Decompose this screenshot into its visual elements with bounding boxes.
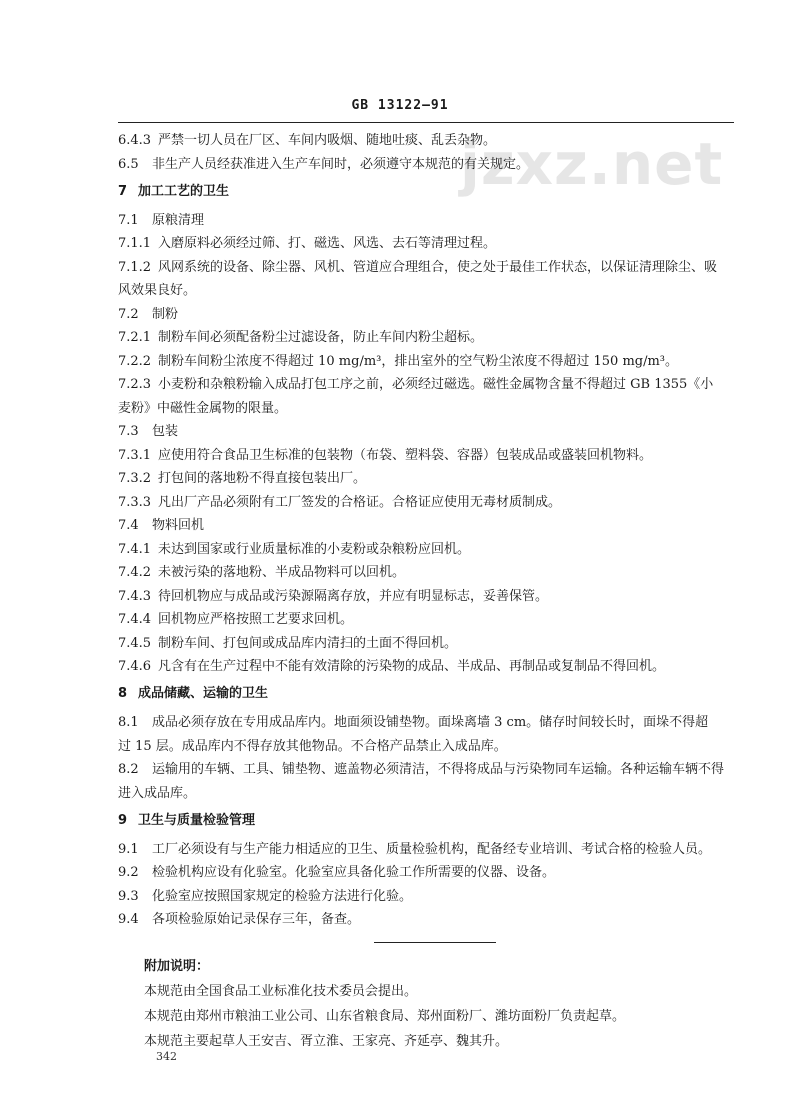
clause-text: 非生产人员经获准进入生产车间时，必须遵守本规范的有关规定。 bbox=[152, 156, 530, 172]
clause bbox=[118, 375, 734, 395]
clause-text: 未达到国家或行业质量标准的小麦粉或杂粮粉应回机。 bbox=[158, 541, 471, 557]
section-heading bbox=[118, 811, 734, 831]
clause-number: 7.4.4 bbox=[118, 612, 152, 627]
clause bbox=[118, 657, 734, 677]
clause bbox=[118, 234, 734, 254]
clause-continuation: 风效果良好。 bbox=[118, 283, 197, 298]
clause bbox=[118, 840, 734, 860]
clause-number: 7.3 bbox=[118, 424, 139, 439]
clause-number: 7.4 bbox=[118, 518, 139, 533]
clause bbox=[118, 211, 734, 231]
clause bbox=[118, 131, 734, 151]
clause-text: 检验机构应设有化验室。化验室应具备化验工作所需要的仪器、设备。 bbox=[152, 865, 556, 880]
clause-text: 运输用的车辆、工具、铺垫物、遮盖物必须清洁，不得将成品与污染物同车运输。各种运输车辆不得 bbox=[152, 762, 725, 777]
clause-number: 6.4.3 bbox=[118, 133, 152, 148]
clause-number: 7.1.1 bbox=[118, 236, 152, 251]
clause-number: 7.4.3 bbox=[118, 588, 152, 604]
clause-text: 风网系统的设备、除尘器、风机、管道应合理组合，使之处于最佳工作状态，以保证清理除尘、吸 bbox=[158, 259, 718, 275]
clause-number: 7.2.2 bbox=[118, 353, 152, 369]
clause-text: 各项检验原始记录保存三年，备查。 bbox=[152, 912, 361, 927]
page-number: 342 bbox=[156, 1050, 177, 1063]
clause bbox=[118, 469, 734, 489]
section-heading bbox=[118, 684, 734, 704]
clause-text: 物料回机 bbox=[152, 518, 205, 533]
clause-number: 7.2.1 bbox=[118, 330, 152, 345]
clause-text: 制粉车间必须配备粉尘过滤设备，防止车间内粉尘超标。 bbox=[158, 330, 484, 345]
clause-number: 6.5 bbox=[118, 156, 139, 172]
clause-number: 7.1 bbox=[118, 212, 139, 228]
clause bbox=[118, 422, 734, 442]
clause-number: 9.3 bbox=[118, 888, 139, 904]
section-heading bbox=[118, 182, 734, 202]
clause bbox=[118, 863, 734, 883]
clause bbox=[118, 760, 734, 780]
clause bbox=[118, 446, 734, 466]
clause-continuation: 麦粉》中磁性金属物的限量。 bbox=[118, 400, 288, 416]
header-rule bbox=[118, 122, 734, 123]
clause bbox=[118, 910, 734, 930]
clause-number: 7.2 bbox=[118, 306, 139, 322]
notes-line: 本规范由全国食品工业标准化技术委员会提出。 bbox=[144, 984, 418, 999]
clause bbox=[118, 610, 734, 630]
clause-continuation: 过 15 层。成品库内不得存放其他物品。不合格产品禁止入成品库。 bbox=[118, 738, 507, 754]
clause-text: 小麦粉和杂粮粉输入成品打包工序之前，必须经过磁选。磁性金属物含量不得超过 GB 1355《小 bbox=[158, 377, 714, 392]
clause-number: 7.3.3 bbox=[118, 494, 152, 510]
clause-text: 凡出厂产品必须附有工厂签发的合格证。合格证应使用无毒材质制成。 bbox=[158, 494, 562, 510]
clause-text: 打包间的落地粉不得直接包装出厂。 bbox=[158, 471, 367, 486]
clause bbox=[118, 887, 734, 907]
clause-number: 8.1 bbox=[118, 715, 139, 730]
clause-text: 入磨原料必须经过筛、打、磁选、风选、去石等清理过程。 bbox=[158, 236, 497, 251]
clause-text: 待回机物应与成品或污染源隔离存放，并应有明显标志，妥善保管。 bbox=[158, 588, 549, 604]
clause-text: 制粉 bbox=[152, 306, 179, 322]
clause-text: 回机物应严格按照工艺要求回机。 bbox=[158, 612, 354, 627]
clause-number: 9.1 bbox=[118, 841, 139, 857]
clause-number: 7.3.1 bbox=[118, 447, 152, 463]
additional-notes bbox=[144, 957, 734, 1052]
clause-number: 9 bbox=[118, 812, 128, 828]
clause bbox=[118, 713, 734, 733]
clause bbox=[118, 305, 734, 325]
clause-number: 7.4.5 bbox=[118, 635, 152, 651]
clause-number: 7 bbox=[118, 183, 128, 199]
notes-line: 本规范由郑州市粮油工业公司、山东省粮食局、郑州面粉厂、潍坊面粉厂负责起草。 bbox=[144, 1009, 626, 1024]
clause bbox=[118, 563, 734, 583]
watermark: jzxz.net bbox=[460, 130, 724, 198]
clause-text: 原粮清理 bbox=[152, 212, 205, 228]
document-body bbox=[118, 131, 734, 1057]
clause-number: 9.2 bbox=[118, 865, 139, 880]
clause-text: 应使用符合食品卫生标准的包装物（布袋、塑料袋、容器）包装成品或盛装回机物料。 bbox=[158, 447, 653, 463]
clause-continuation: 进入成品库。 bbox=[118, 785, 197, 801]
clause-text: 凡含有在生产过程中不能有效清除的污染物的成品、半成品、再制品或复制品不得回机。 bbox=[158, 659, 666, 674]
notes-line: 本规范主要起草人王安吉、胥立淮、王家亮、齐延亭、魏其升。 bbox=[144, 1034, 509, 1049]
clause-text: 严禁一切人员在厂区、车间内吸烟、随地吐痰、乱丢杂物。 bbox=[158, 133, 497, 148]
standard-code-header: GB 13122—91 bbox=[351, 98, 449, 113]
clause-text: 制粉车间粉尘浓度不得超过 10 mg/m³，排出室外的空气粉尘浓度不得超过 150 mg/m³。 bbox=[158, 353, 679, 369]
clause-text: 工厂必须设有与生产能力相适应的卫生、质量检验机构，配备经专业培训、考试合格的检验人员。 bbox=[152, 841, 712, 857]
clause-text: 制粉车间、打包间或成品库内清扫的土面不得回机。 bbox=[158, 635, 458, 651]
end-separator-rule bbox=[374, 942, 496, 943]
clause-number: 8 bbox=[118, 686, 128, 701]
clause bbox=[118, 540, 734, 560]
notes-heading: 附加说明： bbox=[144, 959, 210, 974]
clause-number: 7.3.2 bbox=[118, 471, 152, 486]
clause bbox=[118, 328, 734, 348]
clause bbox=[118, 493, 734, 513]
clause-number: 8.2 bbox=[118, 762, 139, 777]
clause bbox=[118, 155, 734, 175]
clause bbox=[118, 352, 734, 372]
clause bbox=[118, 258, 734, 278]
clause-number: 7.4.6 bbox=[118, 659, 152, 674]
section-title: 卫生与质量检验管理 bbox=[138, 812, 256, 828]
clause-number: 9.4 bbox=[118, 912, 139, 927]
clause bbox=[118, 634, 734, 654]
clause bbox=[118, 587, 734, 607]
clause-text: 成品必须存放在专用成品库内。地面须设铺垫物。面垛离墙 3 cm。储存时间较长时，面垛不得超 bbox=[152, 715, 709, 730]
clause-number: 7.4.1 bbox=[118, 541, 152, 557]
clause-text: 化验室应按照国家规定的检验方法进行化验。 bbox=[152, 888, 413, 904]
clause-number: 7.1.2 bbox=[118, 259, 152, 275]
section-title: 加工工艺的卫生 bbox=[138, 183, 230, 199]
section-title: 成品储藏、运输的卫生 bbox=[138, 686, 269, 701]
clause-number: 7.4.2 bbox=[118, 565, 152, 580]
clause-text: 包装 bbox=[152, 424, 179, 439]
clause bbox=[118, 516, 734, 536]
clause-text: 未被污染的落地粉、半成品物料可以回机。 bbox=[158, 565, 406, 580]
clause-number: 7.2.3 bbox=[118, 377, 152, 392]
